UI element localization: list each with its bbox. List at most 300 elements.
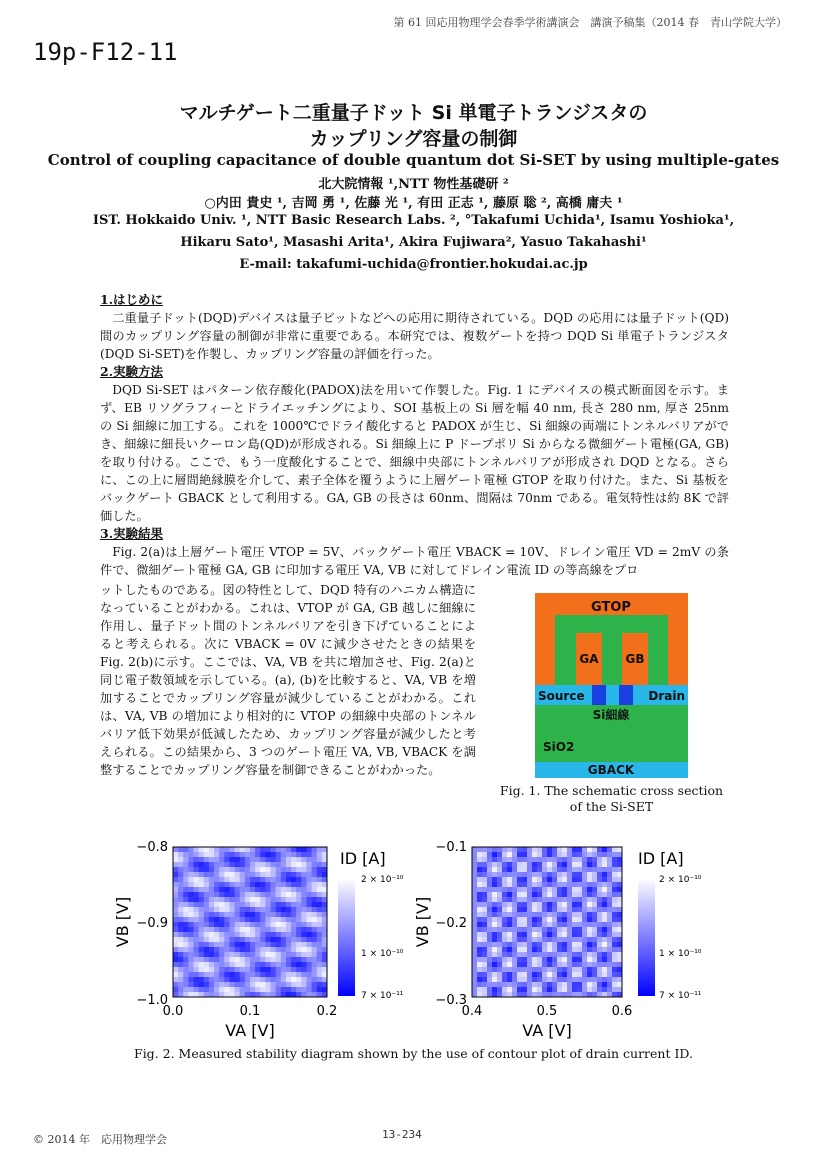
heatmap-cell: [577, 872, 582, 877]
heatmap-cell: [472, 957, 477, 962]
heatmap-cell: [512, 887, 517, 892]
heatmap-cell: [547, 962, 552, 967]
heatmap-cell: [229, 897, 235, 902]
heatmap-cell: [607, 942, 612, 947]
heatmap-cell: [199, 927, 205, 932]
heatmap-cell: [592, 847, 597, 852]
heatmap-cell: [542, 907, 547, 912]
heatmap-cell: [199, 887, 205, 892]
heatmap-cell: [281, 862, 287, 867]
heatmap-cell: [497, 882, 502, 887]
heatmap-cell: [562, 957, 567, 962]
heatmap-cell: [557, 957, 562, 962]
heatmap-cell: [306, 957, 312, 962]
heatmap-cell: [271, 967, 277, 972]
heatmap-cell: [199, 907, 205, 912]
heatmap-cell: [552, 902, 557, 907]
heatmap-cell: [572, 967, 577, 972]
heatmap-cell: [219, 982, 225, 987]
heatmap-cell: [482, 877, 487, 882]
heatmap-cell: [542, 847, 547, 852]
heatmap-cell: [497, 922, 502, 927]
heatmap-cell: [271, 897, 277, 902]
heatmap-cell: [204, 892, 210, 897]
heatmap-cell: [542, 957, 547, 962]
heatmap-cell: [281, 852, 287, 857]
fig2-caption: Fig. 2. Measured stability diagram shown by the use of contour plot of drain current ID.: [134, 1046, 693, 1061]
heatmap-cell: [482, 912, 487, 917]
heatmap-cell: [522, 887, 527, 892]
heatmap-cell: [597, 847, 602, 852]
heatmap-cell: [286, 982, 292, 987]
heatmap-cell: [532, 922, 537, 927]
heatmap-cell: [224, 867, 230, 872]
fig2b-ytick: −0.3: [435, 993, 467, 1008]
heatmap-cell: [512, 897, 517, 902]
heatmap-cell: [477, 902, 482, 907]
heatmap-cell: [472, 917, 477, 922]
heatmap-cell: [265, 887, 271, 892]
heatmap-cell: [532, 857, 537, 862]
heatmap-cell: [527, 952, 532, 957]
heatmap-cell: [235, 852, 241, 857]
heatmap-cell: [265, 867, 271, 872]
heatmap-cell: [507, 932, 512, 937]
heatmap-cell: [612, 847, 617, 852]
heatmap-cell: [472, 902, 477, 907]
heatmap-cell: [602, 942, 607, 947]
heatmap-cell: [602, 927, 607, 932]
title-ja-line1: マルチゲート二重量子ドット Si 単電子トランジスタの: [179, 102, 648, 124]
heatmap-cell: [245, 857, 251, 862]
heatmap-cell: [527, 977, 532, 982]
heatmap-cell: [577, 962, 582, 967]
heatmap-cell: [587, 897, 592, 902]
heatmap-cell: [204, 902, 210, 907]
heatmap-cell: [587, 872, 592, 877]
heatmap-cell: [477, 847, 482, 852]
heatmap-cell: [271, 862, 277, 867]
heatmap-cell: [592, 977, 597, 982]
heatmap-cell: [527, 877, 532, 882]
heatmap-cell: [482, 867, 487, 872]
heatmap-cell: [502, 852, 507, 857]
heatmap-cell: [567, 922, 572, 927]
heatmap-cell: [582, 872, 587, 877]
heatmap-cell: [487, 847, 492, 852]
heatmap-cell: [582, 907, 587, 912]
heatmap-cell: [219, 857, 225, 862]
heatmap-cell: [199, 847, 205, 852]
heatmap-cell: [547, 867, 552, 872]
heatmap-cell: [178, 872, 184, 877]
heatmap-cell: [271, 977, 277, 982]
heatmap-cell: [291, 872, 297, 877]
heatmap-cell: [173, 847, 179, 852]
heatmap-cell: [271, 957, 277, 962]
heatmap-cell: [240, 857, 246, 862]
heatmap-cell: [517, 947, 522, 952]
heatmap-cell: [306, 857, 312, 862]
title-en: Control of coupling capacitance of double quantum dot Si-SET by using multiple-gates: [47, 151, 780, 169]
heatmap-cell: [597, 952, 602, 957]
heatmap-cell: [527, 907, 532, 912]
heatmap-cell: [276, 897, 282, 902]
heatmap-cell: [592, 927, 597, 932]
heatmap-cell: [260, 957, 266, 962]
heatmap-cell: [597, 877, 602, 882]
heatmap-cell: [587, 877, 592, 882]
heatmap-cell: [312, 912, 318, 917]
heatmap-cell: [587, 912, 592, 917]
heatmap-cell: [582, 987, 587, 992]
section-2-title: 2.実験方法: [100, 364, 164, 379]
heatmap-cell: [537, 932, 542, 937]
heatmap-cell: [255, 947, 261, 952]
fig2a-ytick: −1.0: [136, 993, 168, 1008]
heatmap-cell: [532, 952, 537, 957]
heatmap-cell: [209, 912, 215, 917]
heatmap-cell: [312, 957, 318, 962]
heatmap-cell: [224, 977, 230, 982]
heatmap-cell: [557, 857, 562, 862]
footer-copyright: © 2014 年 応用物理学会: [33, 1133, 167, 1146]
heatmap-cell: [572, 962, 577, 967]
heatmap-cell: [306, 912, 312, 917]
heatmap-cell: [240, 892, 246, 897]
heatmap-cell: [276, 862, 282, 867]
heatmap-cell: [572, 847, 577, 852]
heatmap-cell: [199, 967, 205, 972]
heatmap-cell: [291, 887, 297, 892]
heatmap-cell: [557, 867, 562, 872]
heatmap-cell: [240, 977, 246, 982]
heatmap-cell: [276, 912, 282, 917]
fig2a-colorbar-title: ID [A]: [340, 849, 386, 868]
heatmap-cell: [250, 987, 256, 992]
heatmap-cell: [507, 917, 512, 922]
heatmap-cell: [194, 957, 200, 962]
heatmap-cell: [286, 907, 292, 912]
heatmap-cell: [502, 897, 507, 902]
heatmap-cell: [224, 937, 230, 942]
heatmap-cell: [582, 887, 587, 892]
heatmap-cell: [512, 982, 517, 987]
heatmap-cell: [301, 947, 307, 952]
heatmap-cell: [240, 867, 246, 872]
heatmap-cell: [265, 912, 271, 917]
fig2a: [110, 838, 410, 1043]
heatmap-cell: [194, 932, 200, 937]
heatmap-cell: [281, 952, 287, 957]
heatmap-cell: [219, 872, 225, 877]
heatmap-cell: [492, 922, 497, 927]
heatmap-cell: [317, 907, 323, 912]
heatmap-cell: [306, 972, 312, 977]
heatmap-cell: [224, 922, 230, 927]
fig2b-heatmap: [472, 847, 622, 997]
heatmap-cell: [317, 917, 323, 922]
heatmap-cell: [240, 922, 246, 927]
heatmap-cell: [482, 857, 487, 862]
heatmap-cell: [291, 932, 297, 937]
heatmap-cell: [276, 967, 282, 972]
heatmap-cell: [271, 937, 277, 942]
heatmap-cell: [482, 897, 487, 902]
heatmap-cell: [477, 937, 482, 942]
heatmap-cell: [301, 972, 307, 977]
heatmap-cell: [582, 972, 587, 977]
heatmap-cell: [291, 937, 297, 942]
heatmap-cell: [567, 862, 572, 867]
heatmap-cell: [557, 972, 562, 977]
heatmap-cell: [199, 972, 205, 977]
heatmap-cell: [607, 967, 612, 972]
heatmap-cell: [497, 927, 502, 932]
heatmap-cell: [492, 852, 497, 857]
heatmap-cell: [542, 937, 547, 942]
heatmap-cell: [204, 977, 210, 982]
heatmap-cell: [240, 887, 246, 892]
heatmap-cell: [597, 902, 602, 907]
heatmap-cell: [291, 962, 297, 967]
heatmap-cell: [276, 922, 282, 927]
heatmap-cell: [532, 977, 537, 982]
heatmap-cell: [562, 967, 567, 972]
heatmap-cell: [612, 917, 617, 922]
heatmap-cell: [602, 987, 607, 992]
heatmap-cell: [502, 872, 507, 877]
heatmap-cell: [577, 902, 582, 907]
heatmap-cell: [235, 892, 241, 897]
heatmap-cell: [522, 917, 527, 922]
heatmap-cell: [194, 902, 200, 907]
heatmap-cell: [607, 982, 612, 987]
heatmap-cell: [255, 862, 261, 867]
heatmap-cell: [472, 937, 477, 942]
heatmap-cell: [173, 962, 179, 967]
heatmap-cell: [245, 922, 251, 927]
heatmap-cell: [255, 977, 261, 982]
heatmap-cell: [492, 937, 497, 942]
heatmap-cell: [607, 922, 612, 927]
heatmap-cell: [209, 952, 215, 957]
heatmap-cell: [286, 927, 292, 932]
heatmap-cell: [240, 947, 246, 952]
heatmap-cell: [286, 942, 292, 947]
heatmap-cell: [497, 872, 502, 877]
conference-header: 第 61 回応用物理学会春季学術講演会 講演予稿集（2014 春 青山学院大学）: [393, 16, 787, 29]
heatmap-cell: [527, 917, 532, 922]
heatmap-cell: [507, 897, 512, 902]
heatmap-cell: [577, 932, 582, 937]
heatmap-cell: [245, 907, 251, 912]
heatmap-cell: [296, 962, 302, 967]
heatmap-cell: [612, 907, 617, 912]
heatmap-cell: [173, 987, 179, 992]
heatmap-cell: [582, 967, 587, 972]
section-2-text: DQD Si-SET はパターン依存酸化(PADOX)法を用いて作製した。Fig. 1 にデバイスの模式断面図を示す。まず、EB リソグラフィーとドライエッチングにより、SOI 基板上の Si 層を幅 40 nm, 長さ 280 nm, 厚さ 25nm の Si 細線に加工する。これを 1000℃でドライ酸化すると PADOX が生じ、Si 細線の両端にトンネルバリアができ、細線に細長いクーロン島(QD)が形成される。Si 細線上に P ドープポリ Si からなる微細ゲート電極(GA, GB)を取り付ける。ここで、もう一度酸化することで、細線中央部にトンネルバリアが形成され DQD となる。さらに、この上に層間絶縁膜を介して、素子全体を覆うように上層ゲート電極 GTOP を取り付けた。また、Si 基板をバックゲート GBACK として利用する。GA, GB の長さは 60nm、間隔は 70nm である。電気特性は約 8K で評価した。: [100, 383, 729, 523]
heatmap-cell: [527, 852, 532, 857]
heatmap-cell: [235, 907, 241, 912]
heatmap-cell: [557, 967, 562, 972]
heatmap-cell: [602, 957, 607, 962]
heatmap-cell: [301, 907, 307, 912]
heatmap-cell: [219, 867, 225, 872]
heatmap-cell: [557, 982, 562, 987]
heatmap-cell: [250, 862, 256, 867]
heatmap-cell: [512, 962, 517, 967]
heatmap-cell: [317, 877, 323, 882]
heatmap-cell: [542, 962, 547, 967]
heatmap-cell: [517, 852, 522, 857]
heatmap-cell: [577, 927, 582, 932]
heatmap-cell: [602, 907, 607, 912]
heatmap-cell: [547, 917, 552, 922]
heatmap-cell: [547, 877, 552, 882]
heatmap-cell: [607, 947, 612, 952]
heatmap-cell: [245, 902, 251, 907]
heatmap-cell: [592, 917, 597, 922]
heatmap-cell: [296, 852, 302, 857]
heatmap-cell: [178, 887, 184, 892]
heatmap-cell: [301, 872, 307, 877]
heatmap-cell: [276, 892, 282, 897]
heatmap-cell: [209, 902, 215, 907]
heatmap-cell: [542, 897, 547, 902]
heatmap-cell: [587, 917, 592, 922]
heatmap-cell: [199, 857, 205, 862]
heatmap-cell: [472, 907, 477, 912]
heatmap-cell: [477, 877, 482, 882]
heatmap-cell: [317, 927, 323, 932]
heatmap-cell: [173, 852, 179, 857]
heatmap-cell: [306, 892, 312, 897]
heatmap-cell: [214, 882, 220, 887]
heatmap-cell: [306, 937, 312, 942]
heatmap-cell: [507, 952, 512, 957]
heatmap-cell: [286, 882, 292, 887]
heatmap-cell: [194, 857, 200, 862]
heatmap-cell: [602, 982, 607, 987]
fig1-caption-2: of the Si-SET: [569, 799, 654, 814]
heatmap-cell: [286, 892, 292, 897]
ga-label: GA: [579, 652, 599, 666]
heatmap-cell: [317, 952, 323, 957]
heatmap-cell: [260, 932, 266, 937]
heatmap-cell: [312, 942, 318, 947]
fig2b-xtick: 0.5: [536, 1004, 558, 1019]
heatmap-cell: [235, 862, 241, 867]
heatmap-cell: [240, 967, 246, 972]
heatmap-cell: [188, 927, 194, 932]
heatmap-cell: [477, 962, 482, 967]
heatmap-cell: [235, 967, 241, 972]
heatmap-cell: [214, 962, 220, 967]
heatmap-cell: [572, 952, 577, 957]
heatmap-cell: [582, 847, 587, 852]
heatmap-cell: [281, 927, 287, 932]
heatmap-cell: [209, 882, 215, 887]
heatmap-cell: [188, 937, 194, 942]
heatmap-cell: [572, 982, 577, 987]
heatmap-cell: [291, 982, 297, 987]
heatmap-cell: [229, 972, 235, 977]
heatmap-cell: [532, 852, 537, 857]
heatmap-cell: [517, 917, 522, 922]
heatmap-cell: [260, 857, 266, 862]
heatmap-cell: [209, 907, 215, 912]
heatmap-cell: [178, 927, 184, 932]
heatmap-cell: [562, 872, 567, 877]
heatmap-cell: [557, 852, 562, 857]
heatmap-cell: [602, 852, 607, 857]
heatmap-cell: [587, 907, 592, 912]
heatmap-cell: [301, 882, 307, 887]
heatmap-cell: [607, 902, 612, 907]
heatmap-cell: [209, 972, 215, 977]
heatmap-cell: [547, 907, 552, 912]
heatmap-cell: [532, 932, 537, 937]
heatmap-cell: [317, 957, 323, 962]
heatmap-cell: [265, 892, 271, 897]
heatmap-cell: [240, 877, 246, 882]
heatmap-cell: [572, 927, 577, 932]
heatmap-cell: [250, 897, 256, 902]
heatmap-cell: [522, 872, 527, 877]
heatmap-cell: [562, 902, 567, 907]
heatmap-cell: [260, 962, 266, 967]
heatmap-cell: [214, 967, 220, 972]
heatmap-cell: [552, 942, 557, 947]
heatmap-cell: [291, 967, 297, 972]
heatmap-cell: [567, 982, 572, 987]
heatmap-cell: [527, 987, 532, 992]
heatmap-cell: [312, 967, 318, 972]
heatmap-cell: [214, 907, 220, 912]
heatmap-cell: [477, 907, 482, 912]
heatmap-cell: [487, 987, 492, 992]
heatmap-cell: [552, 987, 557, 992]
heatmap-cell: [306, 917, 312, 922]
heatmap-cell: [492, 947, 497, 952]
heatmap-cell: [281, 872, 287, 877]
heatmap-cell: [477, 857, 482, 862]
heatmap-cell: [183, 902, 189, 907]
heatmap-cell: [502, 982, 507, 987]
heatmap-cell: [271, 907, 277, 912]
heatmap-cell: [607, 877, 612, 882]
heatmap-cell: [250, 902, 256, 907]
heatmap-cell: [602, 862, 607, 867]
heatmap-cell: [245, 987, 251, 992]
heatmap-cell: [542, 922, 547, 927]
heatmap-cell: [592, 912, 597, 917]
heatmap-cell: [204, 987, 210, 992]
heatmap-cell: [532, 957, 537, 962]
heatmap-cell: [296, 932, 302, 937]
heatmap-cell: [567, 937, 572, 942]
heatmap-cell: [183, 922, 189, 927]
heatmap-cell: [557, 977, 562, 982]
heatmap-cell: [607, 892, 612, 897]
heatmap-cell: [204, 857, 210, 862]
heatmap-cell: [219, 937, 225, 942]
heatmap-cell: [260, 917, 266, 922]
section-3-text-b: ットしたものである。図の特性として、DQD 特有のハニカム構造になっていることがわかる。これは、VTOP が GA, GB 越しに細線に作用し、量子ドット間のトンネルバリアを引き下げていることによると考えられる。次に VBACK = 0V に減少させたときの結果を Fig. 2(b)に示す。ここでは、VA, VB を共に増加させ、Fig. 2(a)と同じ電子数領域を示している。(a), (b)を比較すると、VA, VB を増加することでカップリング容量が減少していることがわかる。これは、VA, VB の増加により相対的に VTOP の細線中央部のトンネルバリア低下効果が低減したため、カップリング容量が減少したと考えられる。この結果から、3 つのゲート電圧 VA, VB, VBACK を調整することでカップリング容量を制御できることがわかった。: [100, 583, 476, 777]
heatmap-cell: [296, 892, 302, 897]
heatmap-cell: [527, 912, 532, 917]
